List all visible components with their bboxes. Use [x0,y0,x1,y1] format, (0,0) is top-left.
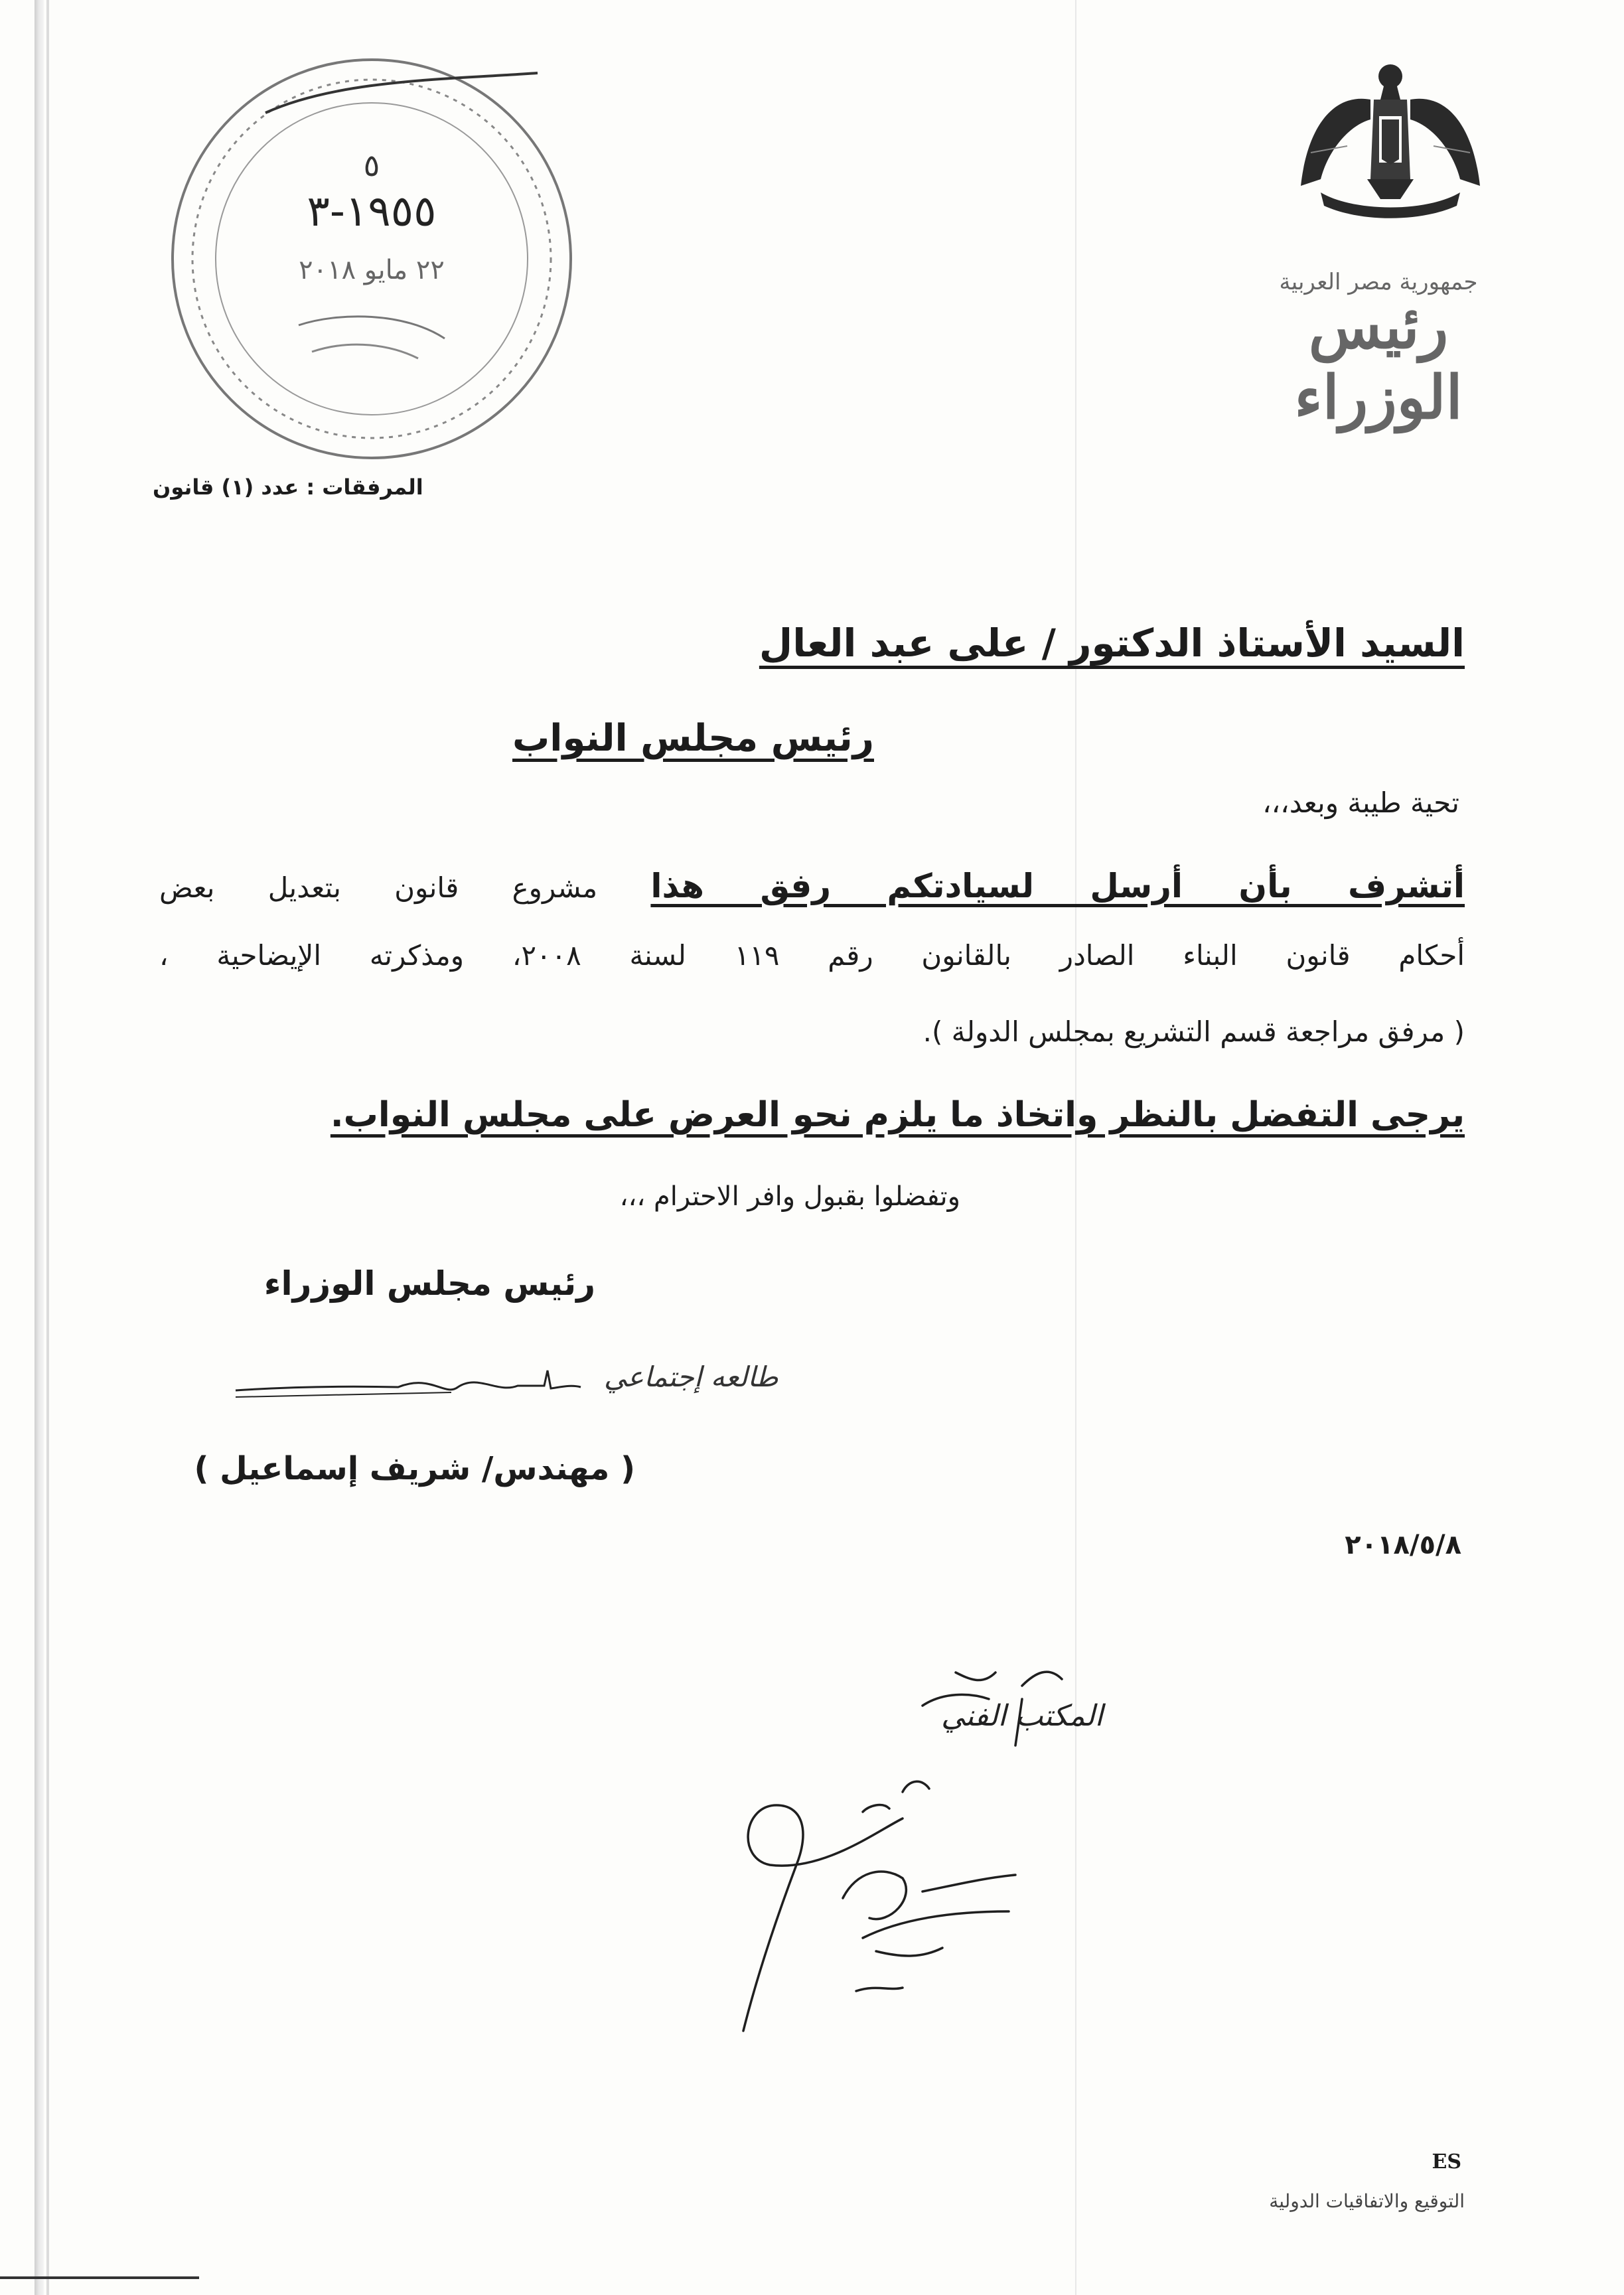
body-line-1-rest: مشروع قانون بتعديل بعض [159,871,651,904]
addressee-name: السيد الأستاذ الدكتور / على عبد العال [759,621,1465,666]
stamp-date: ٢٢ مايو ٢٠١٨ [299,255,445,285]
body-line-2: أحكام قانون البناء الصادر بالقانون رقم ١١٩ لسنة ٢٠٠٨، ومذكرته الإيضاحية ، [159,939,1465,972]
republic-title: جمهورية مصر العربية [1279,269,1478,295]
office-title: رئيس الوزراء [1294,292,1463,433]
footer-code: ES [1432,2150,1461,2174]
signatory-name: ( مهندس/ شريف إسماعيل ) [194,1450,635,1487]
received-stamp [166,53,577,465]
footer-department: التوقيع والاتفاقيات الدولية [1269,2190,1465,2212]
page-fold [1075,0,1076,2295]
scan-edge-line [46,0,49,2295]
signature-stroke [232,1361,584,1407]
svg-text:٥: ٥ [363,147,380,183]
scan-bottom-line [0,2276,199,2279]
request-line: يرجى التفضل بالنظر واتخاذ ما يلزم نحو العرض على مجلس النواب. [330,1095,1465,1135]
handwritten-note: المكتب الفني [941,1699,1103,1733]
stamp-number: ١٩٥٥-٣ [307,187,437,236]
scan-edge [35,0,44,2295]
body-line-3: ( مرفق مراجعة قسم التشريع بمجلس الدولة ). [923,1015,1465,1048]
closing-line: وتفضلوا بقبول وافر الاحترام ،،، [619,1181,960,1212]
addressee-title: رئيس مجلس النواب [512,717,874,760]
body-line-1-emphasis: أتشرف بأن أرسل لسيادتكم رفق هذا [650,867,1465,905]
handwritten-annotation [703,1646,1103,2084]
eagle-emblem-icon [1294,53,1487,232]
signature-note: طالعه إجتماعي [604,1361,778,1393]
signatory-title: رئيس مجلس الوزراء [263,1264,595,1303]
attachments-note: المرفقات : عدد (١) قانون [153,475,423,500]
greeting: تحية طيبة وبعد،،، [1262,786,1459,819]
document-date: ٢٠١٨/٥/٨ [1345,1530,1461,1560]
body-line-1 [159,866,1465,906]
